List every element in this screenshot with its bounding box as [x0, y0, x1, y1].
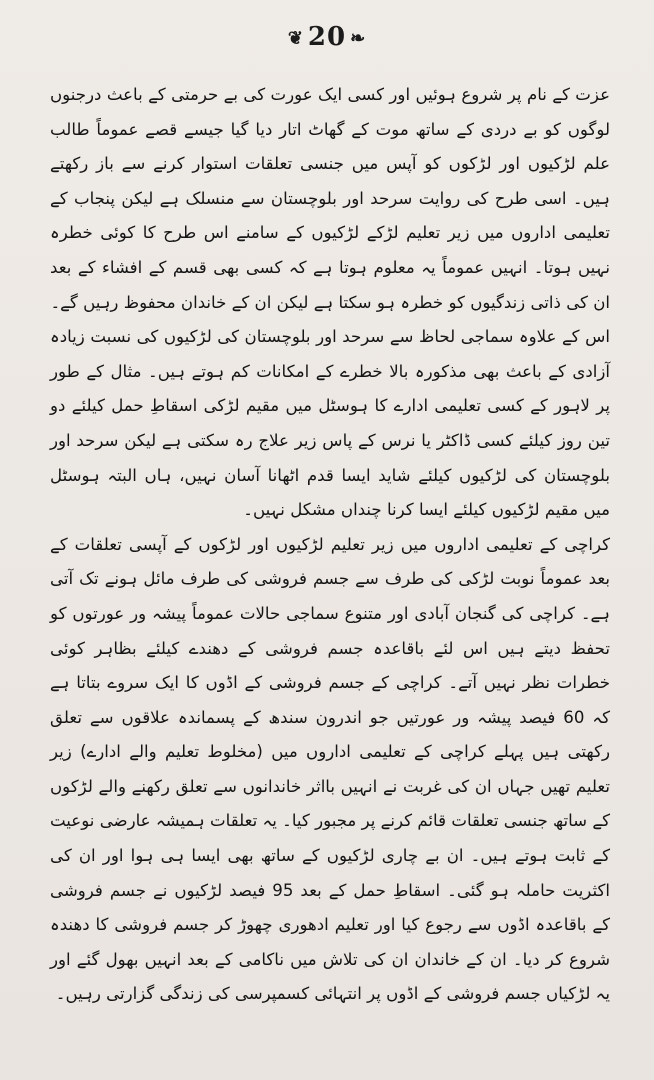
paragraph-1: عزت کے نام پر شروع ہوئیں اور کسی ایک عورت کی بے حرمتی کے باعث درجنوں لوگوں کو بے دردی کے ساتھ موت کے گھاٹ اتار دیا گیا جیسے قصے عموماً طالب علم لڑکیوں اور لڑکوں کو آپس میں جنسی تعلقات استوار کرنے سے باز رکھتے ہیں۔ اسی طرح کی روایت سرحد اور بلوچستان سے منسلک ہے لیکن پنجاب کے تعلیمی اداروں میں زیر تعلیم لڑکے لڑکیوں کے سامنے اس طرح کا کوئی خطرہ نہیں ہوتا۔ انہیں عموماً یہ معلوم ہوتا ہے کہ کسی بھی قسم کے افشاء کے بعد ان کی ذاتی زندگیوں کو خطرہ ہو سکتا ہے لیکن ان کے خاندان محفوظ رہیں گے۔ — [50, 85, 610, 312]
page-number: 20 — [307, 22, 347, 52]
paragraph-3: کراچی کے تعلیمی اداروں میں زیر تعلیم لڑکیوں اور لڑکوں کے آپسی تعلقات کے بعد عموماً نوبت لڑکی کی طرف سے جسم فروشی کی طرف مائل ہونے تک آتی ہے۔ کراچی کی گنجان آبادی اور متنوع سماجی حالات عموماً پیشہ ور عورتوں کو تحفظ دیتے ہیں اس لئے باقاعدہ جسم فروشی کے دھندے کیلئے بظاہر کوئی خطرات نظر نہیں آتے۔ کراچی کے جسم فروشی کے اڈوں کا ایک سروے بتاتا ہے کہ 60 فیصد پیشہ ور عورتیں جو اندرون سندھ کے پسماندہ علاقوں سے تعلق رکھتی ہیں پہلے کراچی کے تعلیمی اداروں میں (مخلوط تعلیم والے ادارے) زیر تعلیم تھیں جہاں ان کی غربت نے انہیں بااثر خاندانوں سے تعلق رکھنے والے لڑکوں کے ساتھ جنسی تعلقات قائم کرنے پر مجبور کیا۔ یہ تعلقات ہمیشہ عارضی نوعیت کے ثابت ہوتے ہیں۔ ان بے چاری لڑکیوں کے ساتھ بھی ایسا ہی ہوا اور ان کی اکثریت حاملہ ہو گئی۔ اسقاطِ حمل کے بعد 95 فیصد لڑکیوں نے جسم فروشی کے باقاعدہ اڈوں سے رجوع کیا اور تعلیم ادھوری چھوڑ کر جسم فروشی کا دھندہ شروع کر دیا۔ ان کے خاندان ان کی تلاش میں ناکامی کے بعد انہیں بھول گئے اور یہ لڑکیاں جسم فروشی کے اڈوں پر انتہائی کسمپرسی کی زندگی گزارتی رہیں۔ — [50, 534, 610, 1004]
page-number-header — [0, 22, 654, 52]
left-ornament-icon: ❦ — [287, 27, 304, 49]
paragraph-2: اس کے علاوہ سماجی لحاظ سے سرحد اور بلوچستان کی لڑکیوں کی نسبت زیادہ آزادی کے باعث بھی مذکورہ بالا خطرے کے امکانات کم ہوتے ہیں۔ مثال کے طور پر لاہور کے کسی تعلیمی ادارے کا ہوسٹل میں مقیم لڑکی اسقاطِ حمل کیلئے دو تین روز کیلئے کسی ڈاکٹر یا نرس کے پاس زیر علاج رہ سکتی ہے لیکن سرحد اور بلوچستان کی لڑکیوں کیلئے شاید ایسا قدم اٹھانا آسان نہیں، ہاں البتہ ہوسٹل میں مقیم لڑکیوں کیلئے ایسا کرنا چنداں مشکل نہیں۔ — [50, 327, 610, 520]
page-body — [50, 78, 610, 1012]
right-ornament-icon: ❧ — [350, 27, 367, 49]
